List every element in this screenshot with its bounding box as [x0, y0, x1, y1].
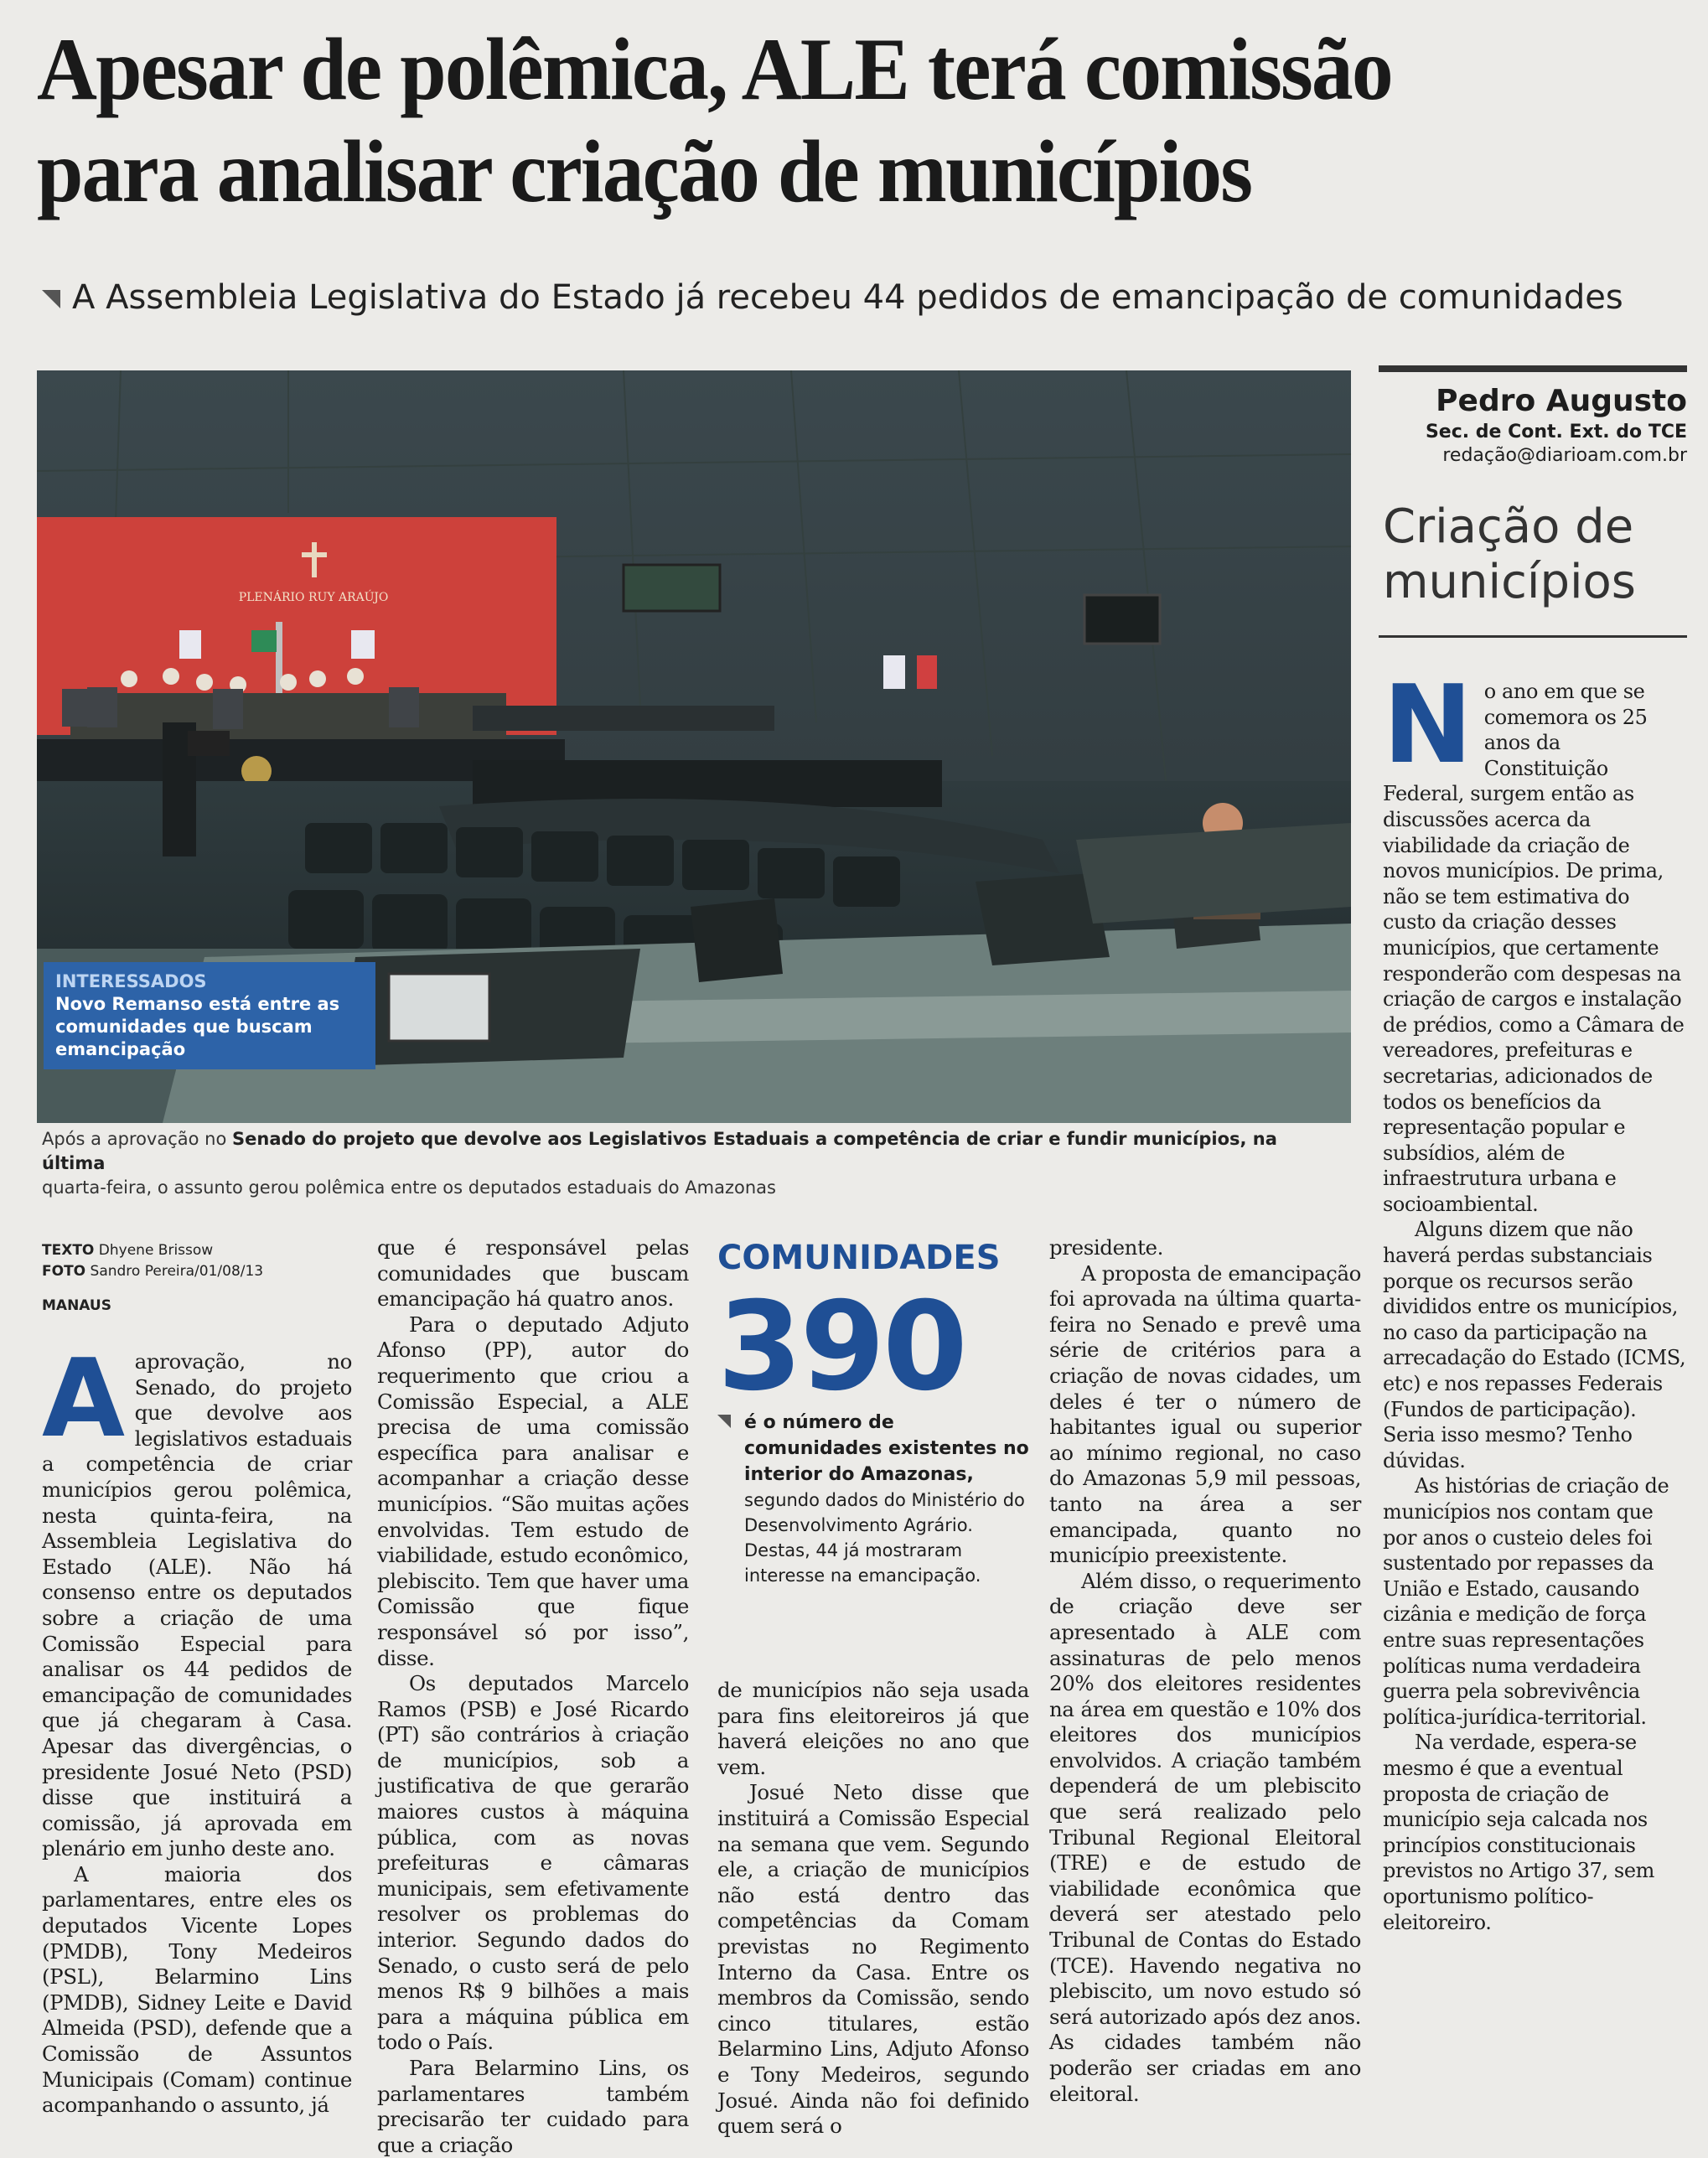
article-p9: presidente. — [1049, 1235, 1163, 1260]
opinion-p1: o ano em que se comemora os 25 anos da Constituição Federal, surgem então as discussões acerca da viabilidade da criação de novos municípios. De prima, não se tem estimativa do custo da criação desses municípios, que certamente responderão com despesas na criação de cargos e instalação de prédios, como a Câmara de vereadores, prefeituras e secretarias, adicionados de todos os benefícios da representação popular e subsídios, além de infraestrutura urbana e socioambiental. — [1383, 680, 1685, 1216]
dateline: MANAUS — [42, 1297, 111, 1314]
headline-line-1: Apesar de polêmica, ALE terá comissão — [37, 20, 1392, 118]
text-credit-value: Dhyene Brissow — [98, 1242, 214, 1259]
text-credit-label: TEXTO — [42, 1242, 95, 1259]
stat-text: segundo dados do Ministério do Desenvolvimento Agrário. Destas, 44 já mostraram interesse na emancipação. — [744, 1490, 1025, 1586]
deck — [42, 278, 1668, 317]
opinion-p2: Alguns dizem que não haverá perdas substanciais porque os recursos serão divididos entre os municípios, no caso da participação na arrecadação do Estado (ICMS, etc) e nos repasses Federais (Fundos de participação). Seria isso mesmo? Tenho dúvidas. — [1383, 1218, 1686, 1472]
stat-number: 390 — [717, 1276, 965, 1418]
photo-tag — [44, 962, 375, 1069]
triangle-bullet-icon — [717, 1415, 731, 1428]
photo-tag-title: INTERESSADOS — [55, 971, 207, 991]
article-column-4 — [1049, 1235, 1361, 2107]
headline-line-2: para analisar criação de municípios — [37, 122, 1252, 220]
caption-rest: quarta-feira, o assunto gerou polêmica entre os deputados estaduais do Amazonas — [42, 1177, 776, 1198]
article-p7: de municípios não seja usada para fins eleitoreiros já que haverá eleições no ano que vem. — [717, 1678, 1029, 1779]
opinion-title-rule — [1379, 635, 1687, 638]
opinion-body — [1383, 663, 1686, 1935]
stat-bold-text: é o número de comunidades existentes no interior do Amazonas, — [744, 1412, 1029, 1485]
deck-text: A Assembleia Legislativa do Estado já recebeu 44 pedidos de emancipação de comunidades — [72, 278, 1623, 317]
opinion-p3: As histórias de criação de municípios nos contam que por anos o custeio deles foi sustentado por repasses da União e Estado, causando cizânia e medição de força entre suas representações políticas numa verdadeira guerra pela sobrevivência política-jurídica-territorial. — [1383, 1474, 1669, 1729]
opinion-p4: Na verdade, espera-se mesmo é que a eventual proposta de criação de município seja calcada nos princípios constitucionais previstos no Artigo 37, sem oportunismo político-eleitoreiro. — [1383, 1731, 1655, 1934]
screen-left — [624, 565, 720, 611]
article-p11: Além disso, o requerimento de criação deve ser apresentado à ALE com assinaturas de pelo menos 20% dos eleitores residentes na área em questão e 10% dos eleitores dos municípios envolvidos. A criação também dependerá de um plebiscito que será realizado pelo Tribunal Regional Eleitoral (TRE) e de estudo de viabilidade econômica que deverá ser atestado pelo Tribunal de Contas do Estado (TCE). Havendo negativa no plebiscito, um novo estudo só será autorizado após dez anos. As cidades também não poderão ser criadas em ano eleitoral. — [1049, 1568, 1361, 2106]
article-p6: Para Belarmino Lins, os parlamentares também precisarão ter cuidado para que a criação — [377, 2056, 689, 2157]
stat-box — [717, 1237, 1036, 1588]
author-name: Pedro Augusto — [1436, 384, 1687, 418]
screen-right — [1084, 595, 1160, 644]
article-column-2 — [377, 1235, 689, 2158]
triangle-bullet-icon — [42, 290, 60, 308]
article-p10: A proposta de emancipação foi aprovada na última quarta-feira no Senado e prevê uma série de critérios para a criação de novas cidades, um deles é ter o número de habitantes igual ou superior ao mínimo regional, no caso do Amazonas 5,9 mil pessoas, tanto na área a ser emancipada, quanto no município preexistente. — [1049, 1260, 1361, 1568]
author-email: redação@diarioam.com.br — [1442, 445, 1687, 466]
laptop — [389, 974, 489, 1041]
article-p4: Para o deputado Adjuto Afonso (PP), autor do requerimento que criou a Comissão Especial, a ALE precisa de uma comissão específica para analisar e acompanhar a criação desse municípios. “São muitas ações envolvidas. Tem estudo de viabilidade, estudo econômico, plebiscito. Tem que haver uma Comissão que fique responsável só por isso”, disse. — [377, 1312, 689, 1670]
article-p8: Josué Neto disse que instituirá a Comissão Especial na semana que vem. Segundo ele, a criação de municípios não está dentro das competências da Comam previstas no Regimento Interno da Casa. Entre os membros da Comissão, sendo cinco titulares, estão Belarmino Lins, Adjuto Afonso e Tony Medeiros, segundo Josué. Ainda não foi definido quem será o — [717, 1780, 1029, 2139]
wall-sign: PLENÁRIO RUY ARAÚJO — [238, 591, 389, 604]
stat-kicker: COMUNIDADES — [717, 1239, 1001, 1277]
drop-cap-a: A — [42, 1337, 125, 1462]
photo-credit-value: Sandro Pereira/01/08/13 — [90, 1263, 264, 1280]
author-role: Sec. de Cont. Ext. do TCE — [1425, 422, 1687, 442]
article-p5: Os deputados Marcelo Ramos (PSB) e José Ricardo (PT) são contrários à criação de municípios, sob a justificativa de que gerarão maiores custos à máquina pública, com as novas prefeituras e câmaras municipais, sem efetivamente resolver os problemas do interior. Segundo dados do Senado, o custo será de pelo menos R$ 9 bilhões a mais para a máquina pública em todo o País. — [377, 1671, 689, 2055]
photo-caption — [42, 1127, 1333, 1200]
opinion-rule — [1379, 365, 1687, 372]
article-p3: que é responsável pelas comunidades que buscam emancipação há quatro anos. — [377, 1235, 689, 1312]
credits — [42, 1240, 263, 1317]
photo-tag-text: Novo Remanso está entre as comunidades que buscam emancipação — [55, 994, 340, 1059]
article-p1: aprovação, no Senado, do projeto que devolve aos legislativos estaduais a competência de criar municípios gerou polêmica, nesta quinta-feira, na Assembleia Legislativa do Estado (ALE). Não há consenso entre os deputados sobre a criação de uma Comissão Especial para analisar os 44 pedidos de emancipação de comunidades que já chegaram à Casa. Apesar das divergências, o presidente Josué Neto (PSD) disse que instituirá a comissão, já aprovada em plenário em junho deste ano. — [42, 1349, 352, 1861]
caption-bold: Senado do projeto que devolve aos Legislativos Estaduais a competência de criar e fundir municípios, na última — [42, 1129, 1277, 1173]
article-column-1 — [42, 1337, 352, 2119]
drop-cap-n: N — [1383, 663, 1473, 788]
headline — [37, 18, 1581, 223]
photo-credit-label: FOTO — [42, 1263, 86, 1280]
opinion-byline — [1379, 382, 1687, 468]
caption-lead: Após a aprovação no — [42, 1129, 232, 1149]
opinion-title: Criação de municípios — [1383, 499, 1636, 609]
article-p2: A maioria dos parlamentares, entre eles os deputados Vicente Lopes (PMDB), Tony Medeiros (PSL), Belarmino Lins (PMDB), Sidney Leite e David Almeida (PSD), defende que a Comissão de Assuntos Municipais (Comam) continue acompanhando o assunto, já — [42, 1861, 352, 2118]
article-column-3 — [717, 1678, 1029, 2140]
